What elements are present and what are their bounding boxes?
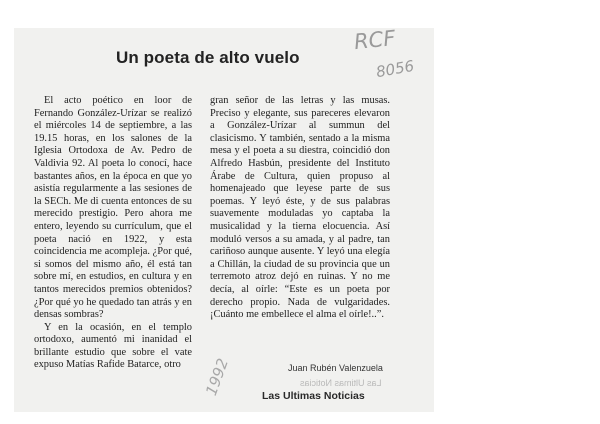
handwritten-number: 8056	[374, 56, 416, 82]
handwritten-year: 1992	[202, 355, 233, 399]
paragraph: gran señor de las letras y las musas. Preciso y elegante, sus pareceres elevaron a González-Urízar al summun del clasicismo. Y también, sentado a la misma mesa y el poeta a su diestra, coincidió don Alfredo Hasbún, presidente del Instituto Árabe de Cultura, quien propuso al homenajeado que leyese parte de sus poemas. Y leyó éste, y de sus palabras suavemente moduladas yo captaba la musicalidad y la tierna elocuencia. Así moduló versos a su amada, y al padre, tan cariñoso aunque ausente. Y leyó una elegía a Chillán, la ciudad de su provincia que un terremoto atroz dejó en ruinas. Y no me decía, al oírle: “Este es un poeta por derecho propio. Nada de vulgaridades. ¡Cuánto me embellece el alma el oírle!..”.	[210, 95, 390, 321]
author-byline: Juan Rubén Valenzuela	[288, 363, 383, 373]
article-column-left	[34, 95, 192, 372]
paragraph: Y en la ocasión, en el templo ortodoxo, aumentó mi inanidad el brillante estudio que sobre el vate expuso Matías Rafide Batarce, otro	[34, 321, 192, 371]
article-title: Un poeta de alto vuelo	[116, 48, 300, 67]
article-column-right	[210, 95, 390, 322]
handwritten-code: RCF	[352, 25, 397, 55]
paragraph: El acto poético en loor de Fernando González-Urízar se realizó el miércoles 14 de septiembre, a las 19.15 horas, en los salones de la Iglesia Ortodoxa de Av. Pedro de Valdivia 92. Al poeta lo conocí, hace bastantes años, en la época en que yo asistía regularmente a las sesiones de la SECh. Me di cuenta entonces de su merecido prestigio. Pero ahora me entero, leyendo su currículum, que el poeta nació en 1922, y esta coincidencia me acompleja. ¿Por qué, si somos del mismo año, él está tan sobre mí, en estudios, en cultura y en tantos merecidos premios obtenidos? ¿Por qué yo he quedado tan atrás y en densas sombras?	[34, 95, 192, 321]
source-publication: Las Ultimas Noticias	[262, 390, 365, 402]
bleed-through-text: Las Ultimas Noticias	[300, 378, 382, 388]
